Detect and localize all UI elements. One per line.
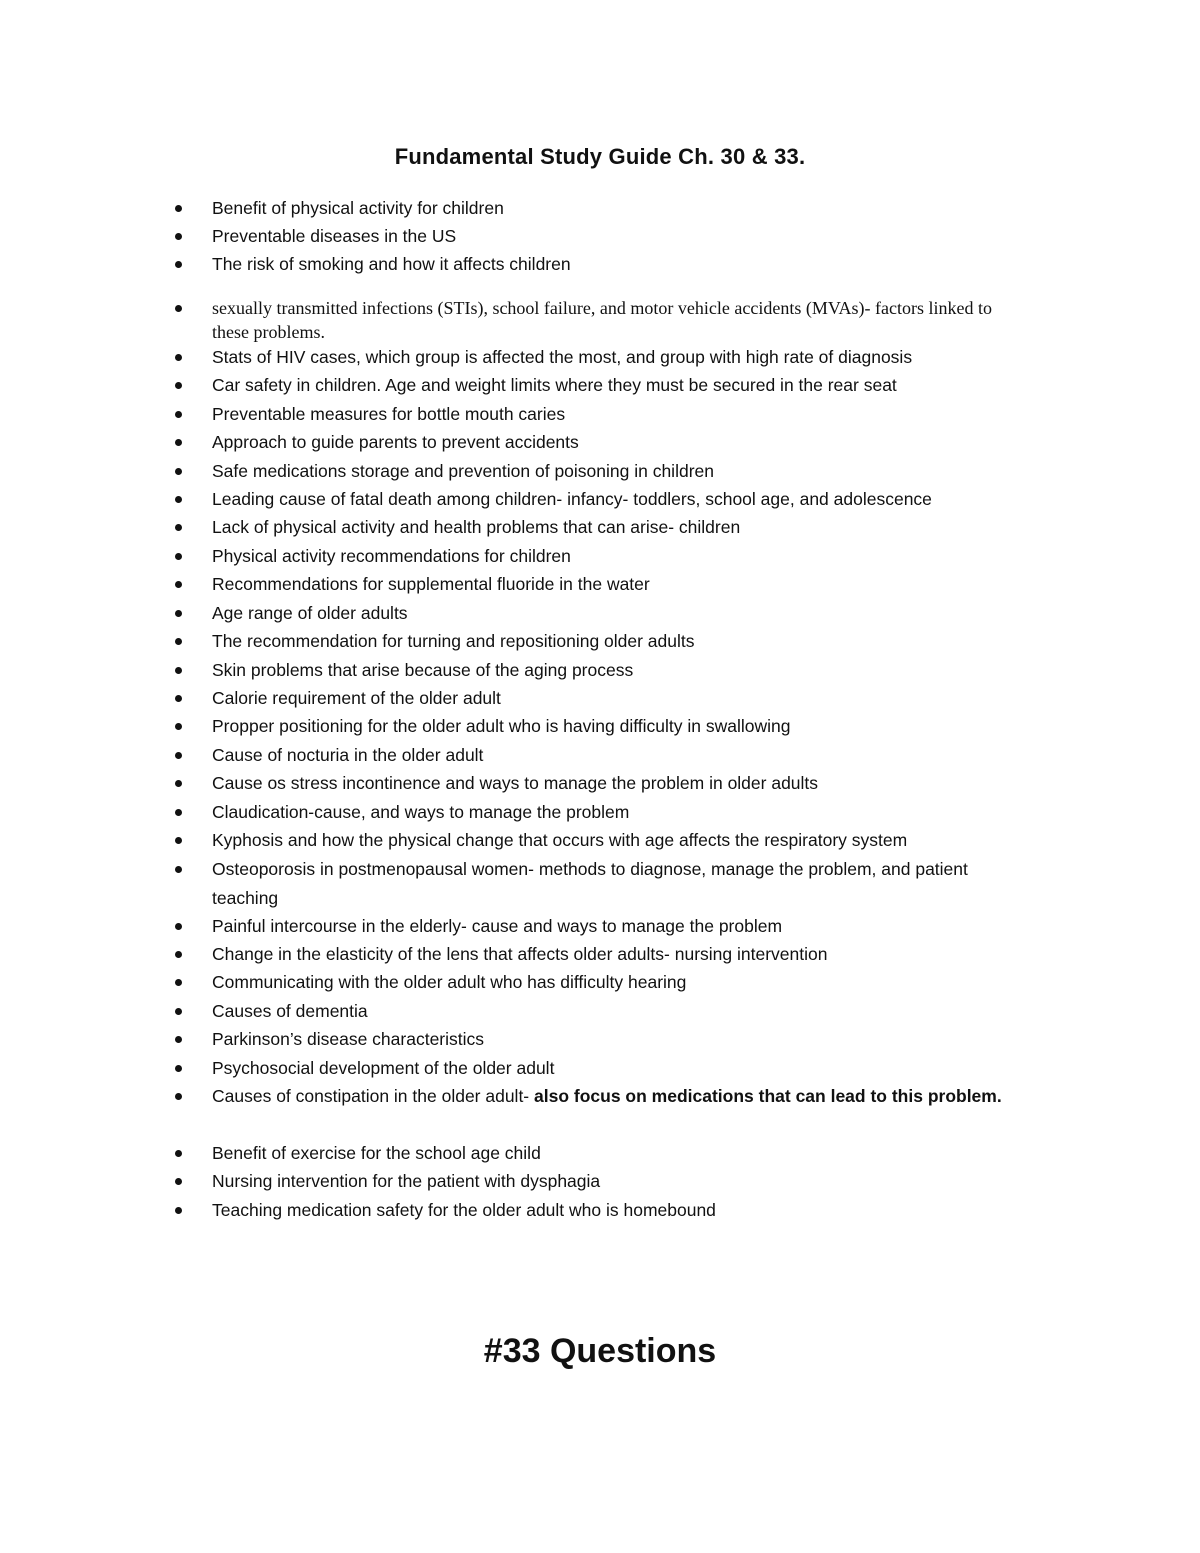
list-item-text: Painful intercourse in the elderly- cause and ways to manage the problem bbox=[212, 916, 783, 936]
bullet-icon bbox=[175, 723, 182, 730]
list-item bbox=[212, 627, 1032, 656]
list-item bbox=[212, 296, 1012, 344]
list-item-text: Parkinson’s disease characteristics bbox=[212, 1029, 485, 1049]
list-item-text: Psychosocial development of the older adult bbox=[212, 1058, 555, 1078]
list-item bbox=[212, 968, 1032, 997]
bullet-icon bbox=[175, 1178, 182, 1185]
list-item bbox=[212, 1054, 1032, 1083]
list-item bbox=[212, 513, 1032, 542]
list-item-text: The risk of smoking and how it affects children bbox=[212, 254, 571, 274]
list-item-text: Claudication-cause, and ways to manage the problem bbox=[212, 802, 630, 822]
bullet-icon bbox=[175, 261, 182, 268]
bullet-icon bbox=[175, 581, 182, 588]
list-item-text: Osteoporosis in postmenopausal women- methods to diagnose, manage the problem, and patient teaching bbox=[212, 859, 968, 908]
bullet-icon bbox=[175, 809, 182, 816]
list-item bbox=[212, 1167, 1032, 1196]
list-item-text: Change in the elasticity of the lens that affects older adults- nursing intervention bbox=[212, 944, 828, 964]
bullet-icon bbox=[175, 524, 182, 531]
list-item bbox=[212, 769, 1032, 798]
list-item bbox=[212, 343, 1032, 372]
bullet-icon bbox=[175, 439, 182, 446]
bullet-icon bbox=[175, 382, 182, 389]
list-item bbox=[212, 712, 1032, 741]
bullet-icon bbox=[175, 610, 182, 617]
list-item-text: The recommendation for turning and repositioning older adults bbox=[212, 631, 695, 651]
bullet-icon bbox=[175, 979, 182, 986]
bullet-icon bbox=[175, 233, 182, 240]
list-item bbox=[212, 741, 1032, 770]
bullet-icon bbox=[175, 752, 182, 759]
list-item bbox=[212, 485, 1092, 514]
bullet-icon bbox=[175, 667, 182, 674]
list-item-text: Car safety in children. Age and weight limits where they must be secured in the rear seat bbox=[212, 375, 897, 395]
list-item-text: Age range of older adults bbox=[212, 603, 408, 623]
list-item-text: Approach to guide parents to prevent accidents bbox=[212, 432, 579, 452]
bullet-icon bbox=[175, 866, 182, 873]
list-item bbox=[212, 997, 1032, 1026]
list-item-text: Propper positioning for the older adult who is having difficulty in swallowing bbox=[212, 716, 791, 736]
list-item bbox=[212, 570, 1032, 599]
bullet-icon bbox=[175, 354, 182, 361]
list-item bbox=[212, 194, 1032, 223]
bullet-icon bbox=[175, 468, 182, 475]
list-item-text: Safe medications storage and prevention of poisoning in children bbox=[212, 461, 714, 481]
page-title: Fundamental Study Guide Ch. 30 & 33. bbox=[394, 144, 806, 169]
list-item-text: Causes of constipation in the older adult- bbox=[212, 1086, 534, 1106]
list-item-text: Nursing intervention for the patient with dysphagia bbox=[212, 1171, 601, 1191]
bullet-icon bbox=[175, 305, 182, 312]
section-heading: #33 Questions bbox=[483, 1332, 717, 1370]
bullet-icon bbox=[175, 1093, 182, 1100]
bullet-icon bbox=[175, 1008, 182, 1015]
bullet-icon bbox=[175, 411, 182, 418]
bullet-icon bbox=[175, 1036, 182, 1043]
list-item-text: Recommendations for supplemental fluoride in the water bbox=[212, 574, 650, 594]
list-item bbox=[212, 599, 1032, 628]
list-item bbox=[212, 684, 1032, 713]
bullet-icon bbox=[175, 205, 182, 212]
list-item bbox=[212, 222, 1032, 251]
list-item-text: Kyphosis and how the physical change that occurs with age affects the respiratory system bbox=[212, 830, 908, 850]
list-item bbox=[212, 1196, 1032, 1225]
list-item-text: Causes of dementia bbox=[212, 1001, 368, 1021]
bullet-icon bbox=[175, 780, 182, 787]
list-item bbox=[212, 798, 1032, 827]
list-item bbox=[212, 855, 1012, 912]
list-item bbox=[212, 400, 1032, 429]
list-item-text: Calorie requirement of the older adult bbox=[212, 688, 501, 708]
list-item bbox=[212, 1082, 1002, 1111]
list-item-text: Physical activity recommendations for children bbox=[212, 546, 571, 566]
bullet-icon bbox=[175, 496, 182, 503]
bullet-icon bbox=[175, 695, 182, 702]
list-item bbox=[212, 250, 1032, 279]
bullet-icon bbox=[175, 951, 182, 958]
bullet-icon bbox=[175, 553, 182, 560]
list-item-text: Leading cause of fatal death among children- infancy- toddlers, school age, and adolescence bbox=[212, 489, 932, 509]
list-item-text: Benefit of physical activity for children bbox=[212, 198, 504, 218]
list-item bbox=[212, 1139, 1032, 1168]
list-item-text: Benefit of exercise for the school age child bbox=[212, 1143, 541, 1163]
list-item-text: Stats of HIV cases, which group is affected the most, and group with high rate of diagnosis bbox=[212, 347, 913, 367]
bullet-icon bbox=[175, 1150, 182, 1157]
bullet-icon bbox=[175, 1065, 182, 1072]
list-item-text: Communicating with the older adult who has difficulty hearing bbox=[212, 972, 687, 992]
list-item bbox=[212, 457, 1032, 486]
list-item-text: Preventable diseases in the US bbox=[212, 226, 457, 246]
list-item-text: Cause os stress incontinence and ways to manage the problem in older adults bbox=[212, 773, 819, 793]
list-item bbox=[212, 428, 1032, 457]
bullet-icon bbox=[175, 923, 182, 930]
list-item-text: Cause of nocturia in the older adult bbox=[212, 745, 484, 765]
list-item bbox=[212, 940, 1032, 969]
list-item bbox=[212, 656, 1032, 685]
list-item-text: Lack of physical activity and health problems that can arise- children bbox=[212, 517, 741, 537]
list-item bbox=[212, 371, 1032, 400]
list-item-text: Preventable measures for bottle mouth caries bbox=[212, 404, 566, 424]
list-item-text: Skin problems that arise because of the aging process bbox=[212, 660, 634, 680]
bullet-icon bbox=[175, 1207, 182, 1214]
list-item-text: Teaching medication safety for the older adult who is homebound bbox=[212, 1200, 716, 1220]
list-item bbox=[212, 542, 1032, 571]
list-item-emphasis: also focus on medications that can lead to this problem. bbox=[534, 1086, 1002, 1106]
bullet-icon bbox=[175, 638, 182, 645]
list-item bbox=[212, 1025, 1032, 1054]
list-item bbox=[212, 912, 1032, 941]
bullet-icon bbox=[175, 837, 182, 844]
list-item bbox=[212, 826, 1032, 855]
list-item-text: sexually transmitted infections (STIs), school failure, and motor vehicle accidents (MVAs)- factors linked to these problems. bbox=[212, 298, 992, 342]
